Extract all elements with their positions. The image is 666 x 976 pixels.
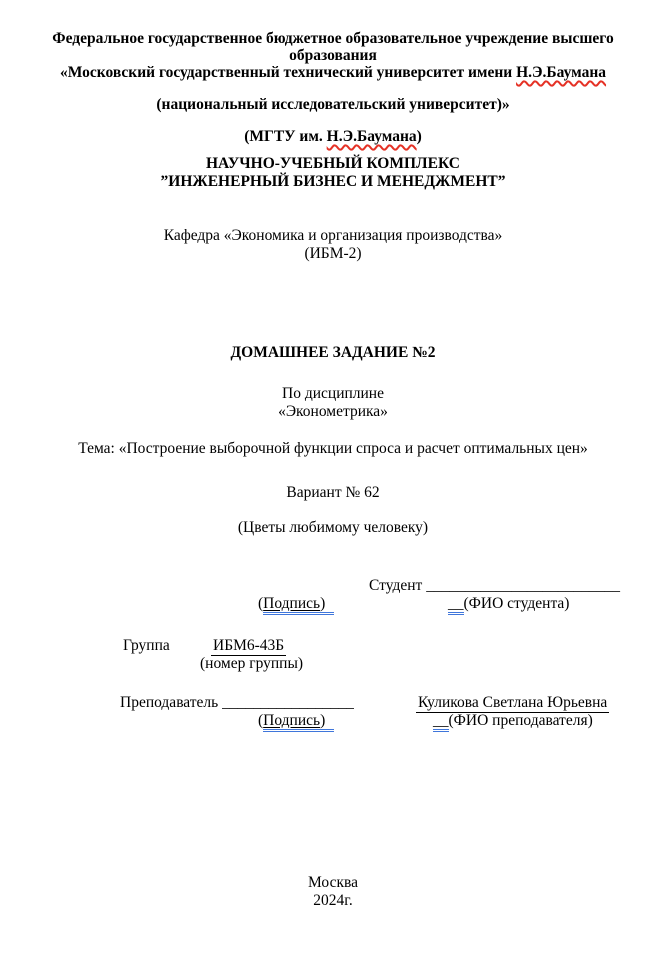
fio-caption-text: (ФИО студента) xyxy=(463,595,570,612)
discipline-name: «Эконометрика» xyxy=(278,403,388,420)
university-name-line xyxy=(0,64,666,81)
university-subtitle: (национальный исследовательский университет)» xyxy=(156,96,510,113)
grammar-flag xyxy=(263,712,334,732)
teacher-name: Куликова Светлана Юрьевна xyxy=(418,694,608,711)
grammar-flag: __ xyxy=(448,595,464,615)
paren-open: ( xyxy=(258,595,264,612)
footer-year: 2024г. xyxy=(313,892,353,909)
department-name: Кафедра «Экономика и организация производства» xyxy=(163,227,503,244)
complex-name-line1: НАУЧНО-УЧЕБНЫЙ КОМПЛЕКС xyxy=(206,155,460,172)
org-name-line1: Федеральное государственное бюджетное образовательное учреждение высшего xyxy=(52,30,614,47)
group-value: ИБМ6-43Б xyxy=(213,637,285,654)
spellcheck-flag: Н.Э.Баумана xyxy=(516,64,607,81)
group-row xyxy=(0,637,666,655)
complex-name-line2: ”ИНЖЕНЕРНЫЙ БИЗНЕС И МЕНЕДЖМЕНТ” xyxy=(160,173,506,190)
teacher-signature-caption xyxy=(258,712,334,729)
theme-line: Тема: «Построение выборочной функции спроса и расчет оптимальных цен» xyxy=(78,440,588,457)
teacher-signature-blank: _________________ xyxy=(222,694,354,711)
org-name-line2: образования xyxy=(289,47,377,64)
student-fio-caption xyxy=(448,595,569,612)
spellcheck-flag: Н.Э.Баумана xyxy=(326,128,417,145)
student-label: Студент xyxy=(369,577,423,594)
grammar-flag: __ xyxy=(433,712,449,732)
abbreviation-prefix: (МГТУ им. xyxy=(244,128,327,145)
assignment-title: ДОМАШНЕЕ ЗАДАНИЕ №2 xyxy=(230,344,436,361)
student-label-and-blank xyxy=(369,577,620,594)
group-caption-row xyxy=(0,655,666,673)
university-abbreviation xyxy=(0,128,666,145)
teacher-fio-caption xyxy=(433,712,593,729)
paren-close: ) xyxy=(320,595,326,612)
group-caption: (номер группы) xyxy=(200,655,304,672)
paren-close: ) xyxy=(320,712,326,729)
fio-caption-text: (ФИО преподавателя) xyxy=(448,712,593,729)
abbreviation-suffix: ) xyxy=(416,128,422,145)
student-signature-caption xyxy=(258,595,334,612)
student-row xyxy=(0,577,666,595)
student-signature-caption-row xyxy=(0,595,666,613)
teacher-label: Преподаватель xyxy=(120,694,219,711)
variant-note: (Цветы любимому человеку) xyxy=(237,519,429,536)
teacher-row xyxy=(0,694,666,712)
group-label: Группа xyxy=(123,637,170,654)
student-name-blank: _________________________ xyxy=(426,577,620,594)
teacher-signature-caption-row xyxy=(0,712,666,730)
teacher-label-and-blank xyxy=(120,694,354,711)
department-code: (ИБМ-2) xyxy=(304,245,362,262)
paren-open: ( xyxy=(258,712,264,729)
signature-word: Подпись xyxy=(263,595,321,612)
university-name-text: «Московский государственный технический университет имени xyxy=(59,64,517,81)
variant-line: Вариант № 62 xyxy=(286,484,380,501)
footer-city: Москва xyxy=(308,874,358,891)
signature-word: Подпись xyxy=(263,712,321,729)
grammar-flag xyxy=(263,595,334,615)
discipline-label: По дисциплине xyxy=(282,385,384,402)
